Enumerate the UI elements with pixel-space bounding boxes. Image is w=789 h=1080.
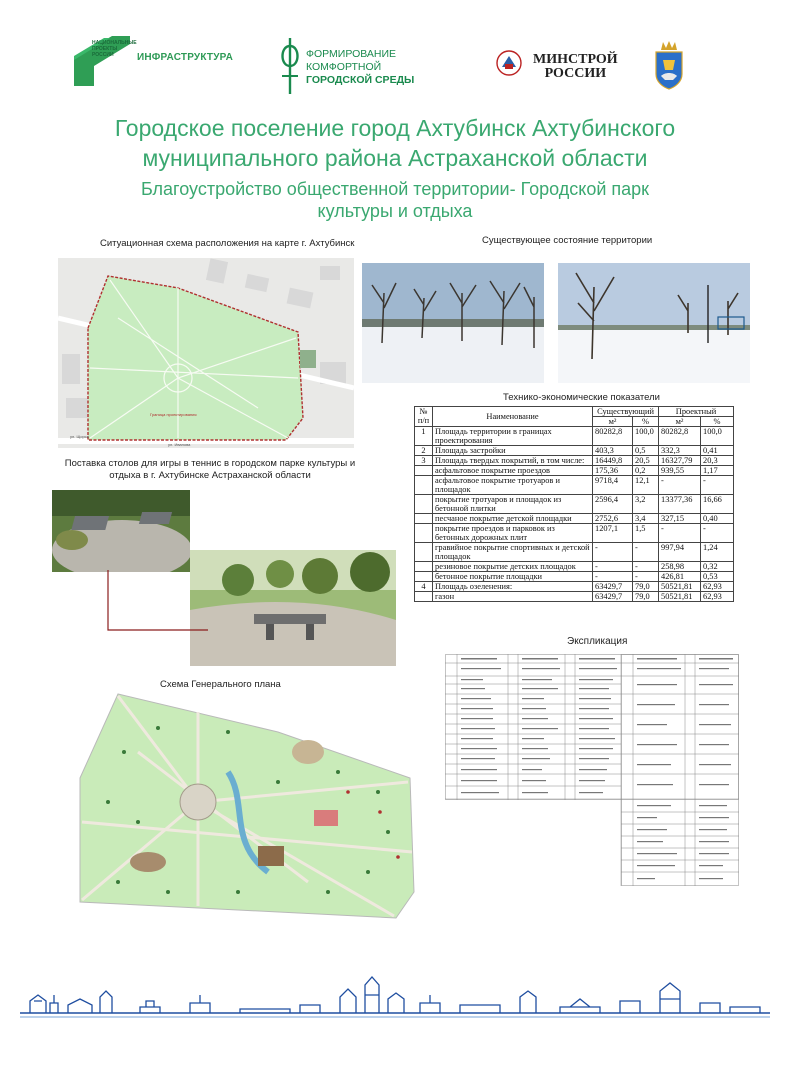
fks-line-1: ФОРМИРОВАНИЕ xyxy=(306,48,397,60)
cell-project-pct: 62,93 xyxy=(701,592,734,602)
cell-project-m2: 16327,79 xyxy=(659,456,701,466)
cell-project-m2: 258,98 xyxy=(659,562,701,572)
general-plan-caption: Схема Генерального плана xyxy=(160,679,281,690)
tep-table-wrap xyxy=(414,406,734,602)
cell-name: Площадь территории в границах проектирования xyxy=(433,427,593,446)
cell-project-m2: 50521,81 xyxy=(659,582,701,592)
existing-photo-2 xyxy=(558,263,750,383)
cell-existing-m2: - xyxy=(593,572,633,582)
cell-project-pct: 0,41 xyxy=(701,446,734,456)
boundary-label: Граница проектирования xyxy=(150,412,197,417)
cell-project-m2: 327,15 xyxy=(659,514,701,524)
tennis-connector-line xyxy=(80,570,210,632)
cell-name: асфальтовое покрытие проездов xyxy=(433,466,593,476)
tep-header-num: № п/п xyxy=(415,407,433,427)
tep-header-project: Проектный xyxy=(659,407,734,417)
cell-existing-pct: 12,1 xyxy=(633,476,659,495)
cell-name: газон xyxy=(433,592,593,602)
cell-name: покрытие тротуаров и площадок из бетонной плитки xyxy=(433,495,593,514)
tep-header-row xyxy=(415,407,734,417)
cell-project-m2: - xyxy=(659,476,701,495)
cell-name: песчаное покрытие детской площадки xyxy=(433,514,593,524)
cell-existing-m2: 2596,4 xyxy=(593,495,633,514)
fks-line-3: ГОРОДСКОЙ СРЕДЫ xyxy=(306,74,415,86)
cell-num xyxy=(415,562,433,572)
cell-num xyxy=(415,592,433,602)
cell-num: 1 xyxy=(415,427,433,446)
cell-existing-m2: 80282,8 xyxy=(593,427,633,446)
cell-existing-m2: 1207,1 xyxy=(593,524,633,543)
cell-existing-m2: 63429,7 xyxy=(593,582,633,592)
table-row xyxy=(415,592,734,602)
cell-num: 3 xyxy=(415,456,433,466)
table-row xyxy=(415,495,734,514)
street-label-bottom: ул. Иванова xyxy=(168,442,191,447)
cell-project-m2: 13377,36 xyxy=(659,495,701,514)
tennis-caption: Поставка столов для игры в теннис в городском парке культуры и отдыха в г. Ахтубинске Астраханской области xyxy=(64,458,356,481)
cell-project-pct: 100,0 xyxy=(701,427,734,446)
minstroy-emblem xyxy=(496,50,522,76)
situation-map xyxy=(58,258,354,448)
existing-state-caption: Существующее состояние территории xyxy=(482,235,653,246)
cell-existing-pct: 100,0 xyxy=(633,427,659,446)
cell-existing-pct: - xyxy=(633,572,659,582)
cell-existing-m2: 175,36 xyxy=(593,466,633,476)
cell-existing-pct: 1,5 xyxy=(633,524,659,543)
page-subtitle: Благоустройство общественной территории- Городской парк культуры и отдыха xyxy=(140,179,650,221)
astrakhan-coat-of-arms xyxy=(653,40,685,90)
cell-existing-pct: 20,5 xyxy=(633,456,659,466)
cell-name: резиновое покрытие детских площадок xyxy=(433,562,593,572)
situation-map-drawing xyxy=(58,258,354,448)
page-title: Городское поселение город Ахтубинск Ахтубинского муниципального района Астраханской области xyxy=(114,115,676,171)
explication-grid xyxy=(445,654,739,886)
cell-project-m2: 997,94 xyxy=(659,543,701,562)
cell-existing-pct: 79,0 xyxy=(633,592,659,602)
tep-table xyxy=(414,406,734,602)
comfortable-environment-logo xyxy=(278,36,302,96)
cell-project-pct: 16,66 xyxy=(701,495,734,514)
tep-header-name: Наименование xyxy=(433,407,593,427)
cell-num xyxy=(415,476,433,495)
table-row xyxy=(415,466,734,476)
cell-project-pct: 0,53 xyxy=(701,572,734,582)
existing-photo-1 xyxy=(362,263,544,383)
tep-unit-pct: % xyxy=(633,417,659,427)
cell-name: гравийное покрытие спортивных и детской площадок xyxy=(433,543,593,562)
cell-num xyxy=(415,572,433,582)
table-row xyxy=(415,572,734,582)
cell-project-m2: 80282,8 xyxy=(659,427,701,446)
cell-project-m2: 426,81 xyxy=(659,572,701,582)
minstroy-label xyxy=(533,53,618,81)
cell-existing-m2: - xyxy=(593,543,633,562)
table-row xyxy=(415,562,734,572)
minstroy-line-1: МИНСТРОЙ xyxy=(533,52,618,67)
table-row xyxy=(415,476,734,495)
cell-existing-m2: 2752,6 xyxy=(593,514,633,524)
map-caption: Ситуационная схема расположения на карте г. Ахтубинск xyxy=(100,238,355,249)
minstroy-line-2: РОССИИ xyxy=(544,66,607,81)
table-row xyxy=(415,446,734,456)
comfortable-environment-text xyxy=(306,48,414,87)
tennis-render-1 xyxy=(52,490,190,572)
infrastructure-label: ИНФРАСТРУКТУРА xyxy=(137,52,234,63)
cell-project-pct: - xyxy=(701,476,734,495)
tennis-render-2 xyxy=(190,550,396,666)
cell-project-m2: - xyxy=(659,524,701,543)
table-row xyxy=(415,524,734,543)
cell-num: 2 xyxy=(415,446,433,456)
cell-existing-m2: - xyxy=(593,562,633,572)
general-plan xyxy=(78,692,418,920)
cell-existing-m2: 63429,7 xyxy=(593,592,633,602)
cell-name: Площадь озеленения: xyxy=(433,582,593,592)
general-plan-drawing xyxy=(78,692,418,920)
table-row xyxy=(415,456,734,466)
cell-project-pct: 1,17 xyxy=(701,466,734,476)
cell-project-pct: 62,93 xyxy=(701,582,734,592)
cell-existing-pct: - xyxy=(633,562,659,572)
cell-name: асфальтовое покрытие тротуаров и площадок xyxy=(433,476,593,495)
cell-existing-pct: 3,4 xyxy=(633,514,659,524)
street-label-left: ул. Щорса xyxy=(70,434,89,439)
explication-caption: Экспликация xyxy=(567,636,628,647)
explication-table xyxy=(445,654,739,886)
cell-num xyxy=(415,514,433,524)
cell-project-pct: 0,32 xyxy=(701,562,734,572)
tep-unit-m2: м² xyxy=(659,417,701,427)
cell-project-pct: 20,3 xyxy=(701,456,734,466)
cell-project-m2: 50521,81 xyxy=(659,592,701,602)
cell-existing-pct: - xyxy=(633,543,659,562)
cell-num xyxy=(415,466,433,476)
cell-name: Площадь застройки xyxy=(433,446,593,456)
cell-project-pct: - xyxy=(701,524,734,543)
cell-num: 4 xyxy=(415,582,433,592)
table-row xyxy=(415,582,734,592)
cell-existing-m2: 16449,8 xyxy=(593,456,633,466)
table-row xyxy=(415,427,734,446)
table-row xyxy=(415,514,734,524)
tep-unit-m2: м² xyxy=(593,417,633,427)
cell-existing-pct: 79,0 xyxy=(633,582,659,592)
city-skyline-decoration xyxy=(0,965,789,1025)
cell-project-m2: 939,55 xyxy=(659,466,701,476)
fks-line-2: КОМФОРТНОЙ xyxy=(306,61,382,73)
cell-name: бетонное покрытие площадки xyxy=(433,572,593,582)
cell-name: Площадь твердых покрытий, в том числе: xyxy=(433,456,593,466)
tep-header-existing: Существующий xyxy=(593,407,659,417)
cell-num xyxy=(415,524,433,543)
cell-project-pct: 1,24 xyxy=(701,543,734,562)
cell-num xyxy=(415,495,433,514)
cell-existing-m2: 403,3 xyxy=(593,446,633,456)
cell-existing-pct: 0,2 xyxy=(633,466,659,476)
cell-project-m2: 332,3 xyxy=(659,446,701,456)
table-row xyxy=(415,543,734,562)
cell-existing-pct: 3,2 xyxy=(633,495,659,514)
cell-num xyxy=(415,543,433,562)
national-projects-label: НАЦИОНАЛЬНЫЕ ПРОЕКТЫ РОССИИ xyxy=(92,40,137,58)
cell-name: покрытие проездов и парковок из бетонных дорожных плит xyxy=(433,524,593,543)
cell-existing-pct: 0,5 xyxy=(633,446,659,456)
cell-project-pct: 0,40 xyxy=(701,514,734,524)
cell-existing-m2: 9718,4 xyxy=(593,476,633,495)
tep-caption: Технико-экономические показатели xyxy=(503,392,660,403)
tep-unit-pct: % xyxy=(701,417,734,427)
